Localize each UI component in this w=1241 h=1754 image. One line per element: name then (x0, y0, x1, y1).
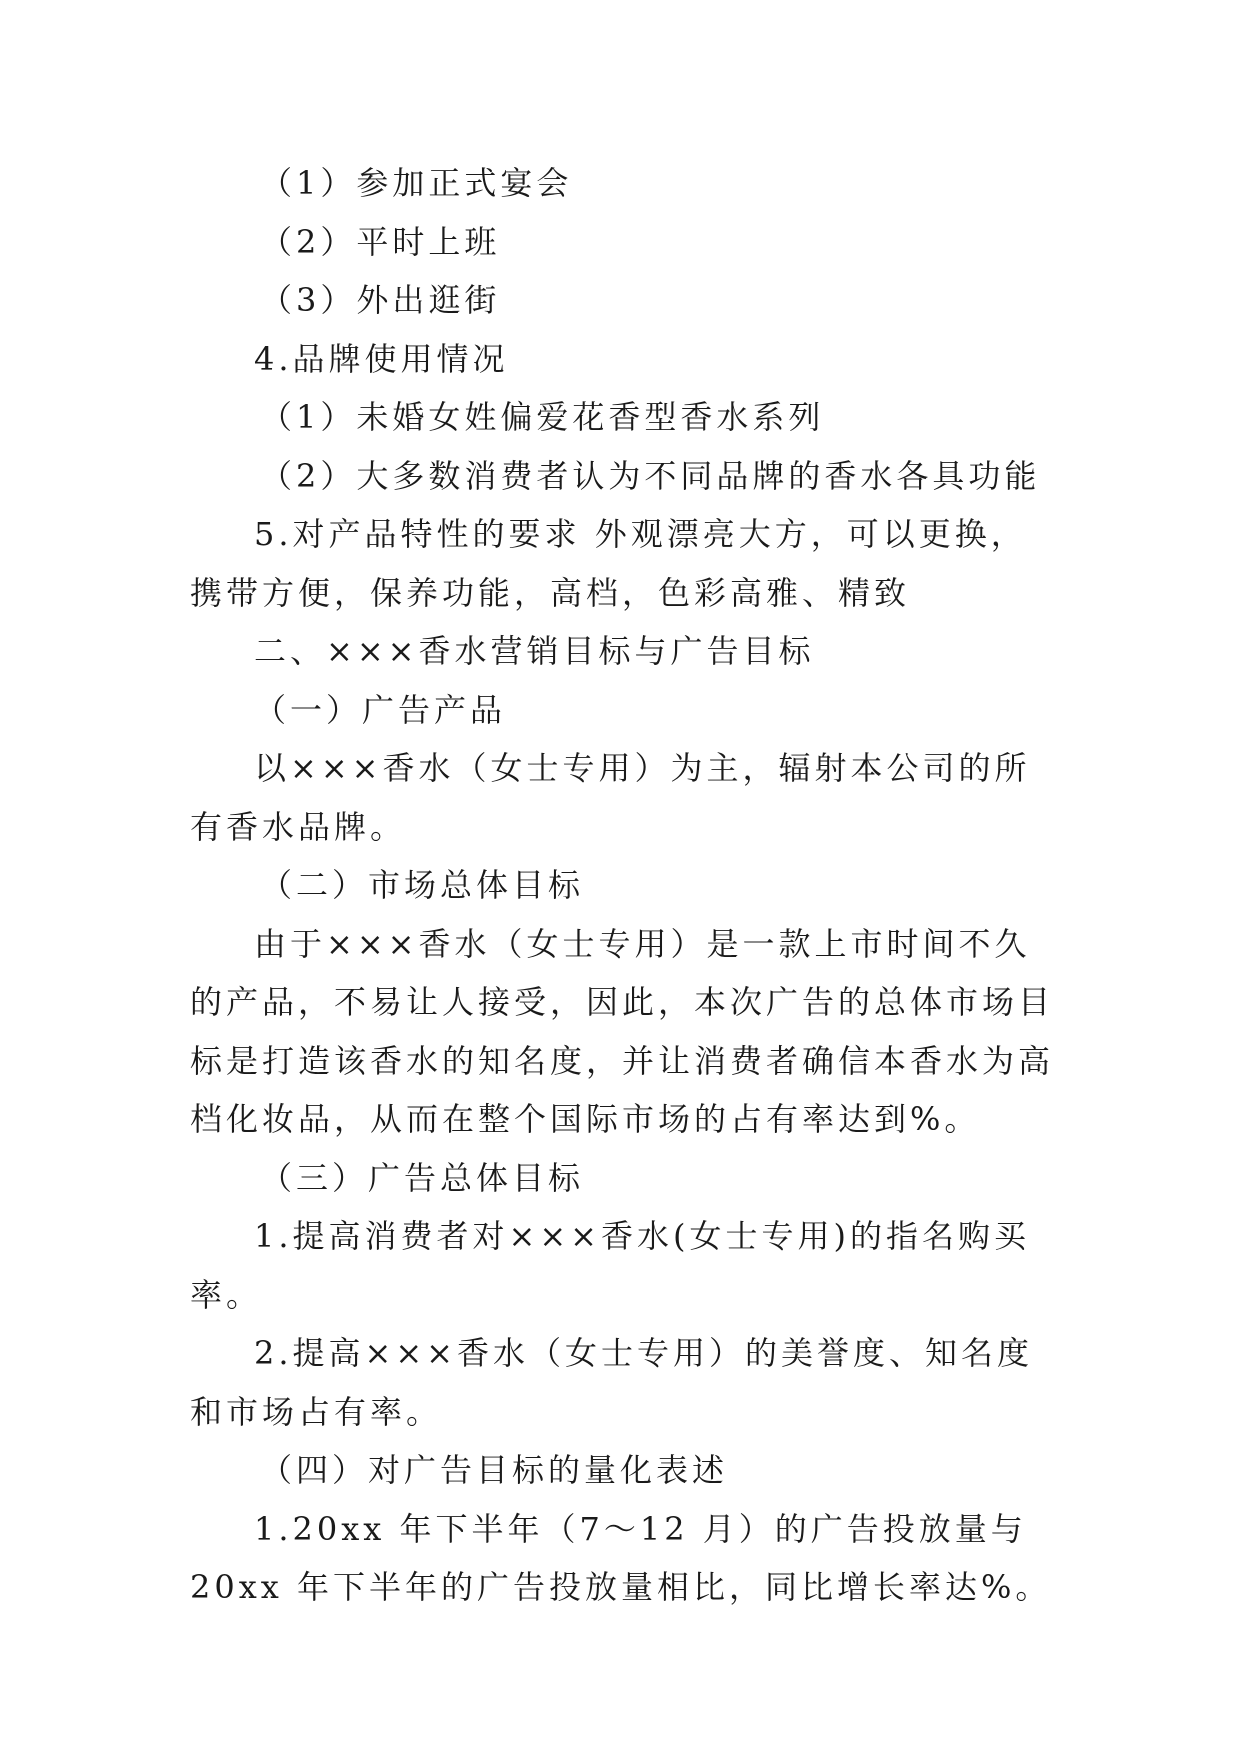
document-body (190, 154, 1060, 1617)
list-item-shopping: （3）外出逛街 (260, 281, 501, 319)
list-item-daily-work: （2）平时上班 (260, 222, 501, 261)
section-heading-marketing-goals: 二、×××香水营销目标与广告目标 (254, 632, 815, 670)
subheading-market-goal: （二）市场总体目标 (260, 866, 585, 904)
section-heading-brand-usage: 4.品牌使用情况 (254, 339, 509, 378)
subheading-quantified-goal: （四）对广告目标的量化表述 (260, 1451, 729, 1489)
paragraph-ad-product: 以×××香水（女士专用）为主，辐射本公司的所有香水品牌。 (190, 749, 1031, 846)
list-item-purchase-rate: 1.提高消费者对×××香水(女士专用)的指名购买率。 (190, 1217, 1030, 1314)
subheading-ad-goal: （三）广告总体目标 (260, 1158, 585, 1197)
list-item-floral-preference: （1）未婚女姓偏爱花香型香水系列 (260, 398, 825, 436)
list-item-brand-functions: （2）大多数消费者认为不同品牌的香水各具功能 (260, 456, 1041, 495)
subheading-ad-product: （一）广告产品 (254, 690, 507, 729)
list-item-formal-banquet: （1）参加正式宴会 (260, 164, 573, 202)
paragraph-market-goal: 由于×××香水（女士专用）是一款上市时间不久的产品，不易让人接受，因此，本次广告的总体市场目标是打造该香水的知名度，并让消费者确信本香水为高档化妆品，从而在整个国际市场的占有率达到%。 (190, 924, 1055, 1138)
list-item-reputation: 2.提高×××香水（女士专用）的美誉度、知名度和市场占有率。 (190, 1334, 1033, 1431)
list-item-ad-volume-growth: 1.20xx 年下半年（7～12 月）的广告投放量与 20xx 年下半年的广告投放量相比，同比增长率达%。 (190, 1509, 1052, 1606)
paragraph-product-requirements: 5.对产品特性的要求 外观漂亮大方，可以更换，携带方便，保养功能，高档，色彩高雅、精致 (190, 515, 1027, 612)
